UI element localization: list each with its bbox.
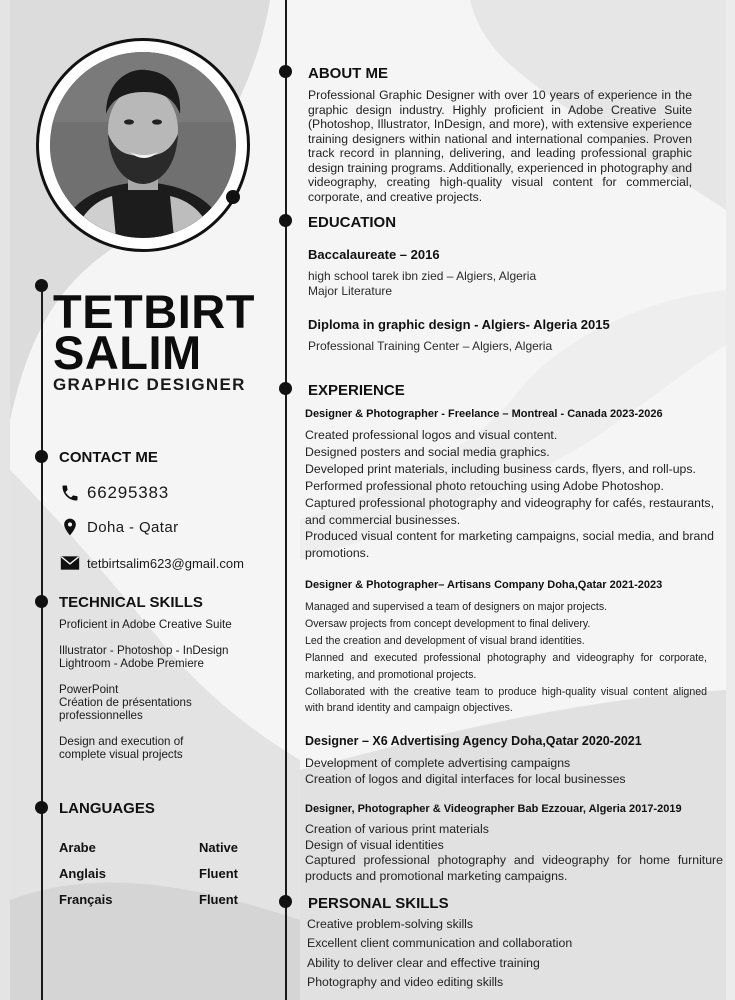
contact-phone[interactable] bbox=[59, 482, 169, 504]
timeline-dot-contact bbox=[35, 450, 48, 463]
list-item: Ability to deliver clear and effective training bbox=[307, 955, 540, 970]
list-item: Captured professional photography and videography for cafés, restaurants, and commercial businesses. bbox=[305, 495, 714, 527]
photo-dot bbox=[226, 190, 240, 204]
education-detail: high school tarek ibn zied – Algiers, Algeria Major Literature bbox=[308, 269, 537, 298]
list-item: Development of complete advertising campaigns bbox=[305, 756, 571, 770]
technical-skills-heading: TECHNICAL SKILLS bbox=[59, 594, 203, 611]
list-item: Oversaw projects from concept development to final delivery. bbox=[305, 617, 591, 630]
about-heading: ABOUT ME bbox=[308, 65, 388, 82]
language-level: Native bbox=[199, 840, 239, 855]
name-line-2: SALIM bbox=[53, 326, 202, 379]
list-item: Design of visual identities bbox=[305, 837, 444, 852]
language-level: Fluent bbox=[199, 892, 238, 907]
timeline-dot-personal-skills bbox=[279, 895, 292, 908]
job-title-3: Designer – X6 Advertising Agency Doha,Qatar 2020-2021 bbox=[305, 734, 642, 748]
job-title: GRAPHIC DESIGNER bbox=[53, 375, 246, 394]
profile-photo bbox=[50, 52, 236, 238]
personal-skills-heading: PERSONAL SKILLS bbox=[308, 895, 449, 912]
list-item: Excellent client communication and collaboration bbox=[307, 936, 573, 951]
languages-heading: LANGUAGES bbox=[59, 800, 155, 817]
phone-number: 66295383 bbox=[87, 483, 170, 502]
center-timeline bbox=[285, 0, 287, 1000]
job-title-2: Designer & Photographer– Artisans Company Doha,Qatar 2021-2023 bbox=[305, 579, 663, 591]
list-item: Developed print materials, including business cards, flyers, and roll-ups. bbox=[305, 461, 696, 476]
language-level: Fluent bbox=[199, 866, 238, 881]
education-title: Diploma in graphic design - Algiers- Algeria 2015 bbox=[308, 317, 610, 332]
timeline-dot-education bbox=[279, 214, 292, 227]
list-item: Produced visual content for marketing campaigns, social media, and brand promotions. bbox=[305, 529, 714, 561]
location-text: Doha - Qatar bbox=[87, 518, 179, 536]
about-text: Professional Graphic Designer with over 10 years of experience in the graphic design industry. Highly proficient in Adobe Creative Suite (Photoshop, Illustrator, InDesign, and more), with extensive experience training designers within national and international companies. Proven track record in planning, delivering, and leading professional graphic design training programs. Additionally, experienced in photography and videography, creating high-quality visual content for commercial, corporate, and creative projects. bbox=[308, 88, 692, 204]
job-bullets-2 bbox=[305, 599, 707, 717]
technical-skill-item: PowerPoint Création de présentations professionnelles bbox=[59, 683, 192, 722]
timeline-dot-languages bbox=[35, 801, 48, 814]
phone-icon bbox=[59, 482, 81, 504]
education-title: Baccalaureate – 2016 bbox=[308, 247, 440, 262]
list-item: Managed and supervised a team of designers on major projects. bbox=[305, 601, 608, 613]
timeline-dot-experience bbox=[279, 382, 292, 395]
education-detail: Professional Training Center – Algiers, Algeria bbox=[308, 339, 553, 353]
list-item: Creation of logos and digital interfaces for local businesses bbox=[305, 771, 626, 786]
job-title-4: Designer, Photographer & Videographer Bab Ezzouar, Algeria 2017-2019 bbox=[305, 803, 682, 815]
list-item: Created professional logos and visual content. bbox=[305, 428, 558, 442]
contact-location bbox=[59, 516, 179, 538]
list-item: Performed professional photo retouching using Adobe Photoshop. bbox=[305, 478, 664, 493]
technical-skill-item: Proficient in Adobe Creative Suite bbox=[59, 618, 232, 631]
education-heading: EDUCATION bbox=[308, 214, 397, 231]
timeline-dot-about bbox=[279, 65, 292, 78]
technical-skill-item: Design and execution of complete visual projects bbox=[59, 735, 184, 761]
job-bullets-4 bbox=[305, 822, 723, 884]
list-item: Designed posters and social media graphics. bbox=[305, 444, 550, 459]
language-name: Français bbox=[59, 892, 113, 907]
left-timeline bbox=[41, 285, 43, 1000]
language-name: Anglais bbox=[59, 866, 106, 881]
language-name: Arabe bbox=[59, 840, 96, 855]
technical-skill-item: Illustrator - Photoshop - InDesign Lightroom - Adobe Premiere bbox=[59, 644, 229, 670]
location-pin-icon bbox=[59, 516, 81, 538]
envelope-icon bbox=[59, 552, 81, 574]
job-bullets-1 bbox=[305, 427, 714, 562]
list-item: Creation of various print materials bbox=[305, 822, 489, 836]
list-item: Captured professional photography and videography for home furniture products and promotional marketing campaigns. bbox=[305, 853, 723, 883]
contact-email[interactable] bbox=[59, 552, 244, 574]
contact-heading: CONTACT ME bbox=[59, 449, 158, 466]
name-line-1: TETBIRT bbox=[53, 285, 255, 338]
list-item: Creative problem-solving skills bbox=[307, 917, 474, 931]
list-item: Led the creation and development of visual brand identities. bbox=[305, 634, 585, 647]
timeline-dot-name bbox=[35, 279, 48, 292]
job-title-1: Designer & Photographer - Freelance – Montreal - Canada 2023-2026 bbox=[305, 408, 663, 420]
experience-heading: EXPERIENCE bbox=[308, 382, 405, 399]
list-item: Planned and executed professional photography and videography for corporate, marketing, and promotional projects. bbox=[305, 651, 707, 681]
email-address: tetbirtsalim623@gmail.com bbox=[87, 555, 244, 571]
job-bullets-3 bbox=[305, 756, 725, 787]
timeline-dot-technical-skills bbox=[35, 595, 48, 608]
list-item: Photography and video editing skills bbox=[307, 974, 504, 989]
personal-skills-list bbox=[307, 915, 572, 992]
list-item: Collaborated with the creative team to produce high-quality visual content aligned with brand identity and campaign objectives. bbox=[305, 685, 707, 715]
